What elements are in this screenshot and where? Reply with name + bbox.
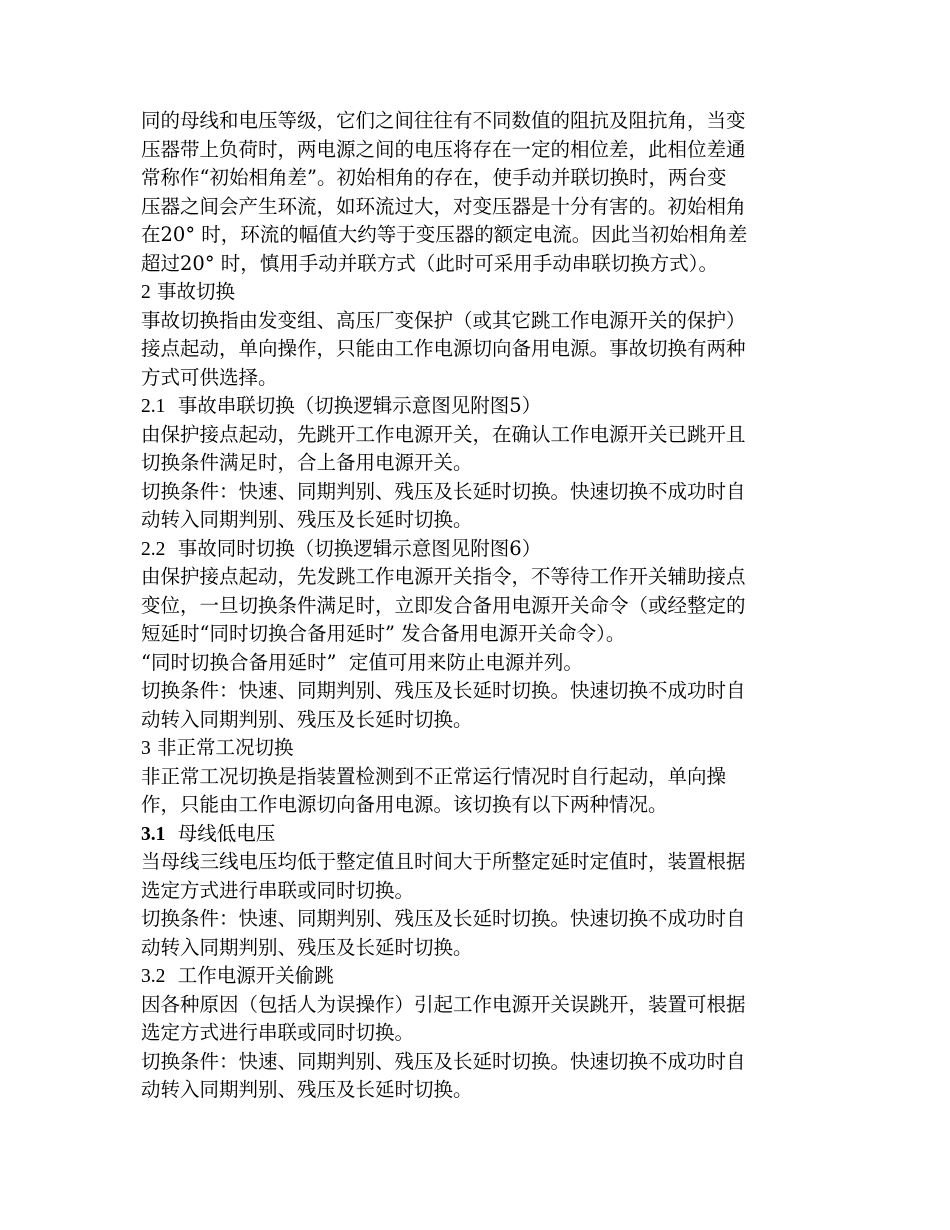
text-line: 动转入同期判别、残压及长延时切换。 [141, 1078, 473, 1101]
section-title: 事故串联切换（切换逻辑示意图见附图5） [177, 394, 542, 417]
section-2-1-heading [141, 392, 831, 421]
text-line: 事故切换指由发变组、高压厂变保护（或其它跳工作电源开关的保护） [141, 308, 746, 332]
section-2-2-conditions [141, 677, 831, 734]
section-3-2-heading [141, 962, 831, 991]
section-3-description [141, 763, 831, 820]
section-title: 事故切换 [156, 280, 235, 303]
text-line: 非正常工况切换是指装置检测到不正常运行情况时自行起动，单向操 [141, 764, 727, 788]
document-page [141, 107, 831, 1105]
section-title: 非正常工况切换 [156, 736, 294, 759]
section-3-heading [141, 734, 831, 763]
text-line: 接点起动，单向操作，只能由工作电源切向备用电源。事故切换有两种 [141, 337, 746, 360]
text-line: 切换条件：快速、同期判别、残压及长延时切换。快速切换不成功时自 [141, 479, 746, 503]
text-line: 切换条件：快速、同期判别、残压及长延时切换。快速切换不成功时自 [141, 1049, 746, 1073]
text-line: 当母线三线电压均低于整定值且时间大于所整定延时定值时，装置根据 [141, 850, 746, 873]
text-line: 常称作“初始相角差”。初始相角的存在，使手动并联切换时，两台变 [141, 166, 727, 189]
section-2-2-description [141, 563, 831, 649]
text-line: “同时切换合备用延时” 定值可用来防止电源并列。 [141, 650, 583, 674]
section-3-2-conditions [141, 1048, 831, 1105]
text-line: 压器带上负荷时，两电源之间的电压将存在一定的相位差，此相位差通 [141, 137, 746, 161]
section-2-1-description [141, 421, 831, 478]
text-line: 作，只能由工作电源切向备用电源。该切换有以下两种情况。 [141, 793, 668, 816]
section-number: 3.1 [141, 823, 166, 845]
text-line: 同的母线和电压等级，它们之间往往有不同数值的阻抗及阻抗角，当变 [141, 109, 746, 132]
text-line: 动转入同期判别、残压及长延时切换。 [141, 508, 473, 531]
section-number: 2 [141, 282, 151, 303]
text-line: 方式可供选择。 [141, 365, 278, 389]
section-2-1-conditions [141, 478, 831, 535]
text-line: 由保护接点起动，先跳开工作电源开关，在确认工作电源开关已跳开且 [141, 422, 746, 446]
section-title: 工作电源开关偷跳 [177, 964, 334, 987]
text-line: 动转入同期判别、残压及长延时切换。 [141, 935, 473, 959]
section-number: 2.2 [141, 538, 166, 560]
text-line: 切换条件：快速、同期判别、残压及长延时切换。快速切换不成功时自 [141, 907, 746, 930]
section-2-2-note [141, 649, 831, 678]
section-2-2-heading [141, 535, 831, 564]
section-2-heading [141, 278, 831, 307]
section-number: 3 [141, 738, 151, 759]
section-title: 事故同时切换（切换逻辑示意图见附图6） [177, 536, 542, 560]
text-line: 动转入同期判别、残压及长延时切换。 [141, 707, 473, 731]
text-line: 变位，一旦切换条件满足时，立即发合备用电源开关命令（或经整定的 [141, 593, 746, 617]
section-2-description [141, 307, 831, 393]
section-3-2-description [141, 991, 831, 1048]
text-line: 在20° 时，环流的幅值大约等于变压器的额定电流。因此当初始相角差 [141, 223, 748, 246]
section-number: 3.2 [141, 966, 166, 987]
section-number: 2.1 [141, 396, 166, 417]
section-3-1-heading [141, 820, 831, 849]
intro-paragraph [141, 107, 831, 278]
text-line: 切换条件满足时，合上备用电源开关。 [141, 451, 473, 474]
text-line: 压器之间会产生环流，如环流过大，对变压器是十分有害的。初始相角 [141, 194, 746, 218]
text-line: 由保护接点起动，先发跳工作电源开关指令，不等待工作开关辅助接点 [141, 565, 746, 588]
section-3-1-conditions [141, 905, 831, 962]
text-line: 因各种原因（包括人为误操作）引起工作电源开关误跳开，装置可根据 [141, 992, 746, 1016]
text-line: 选定方式进行串联或同时切换。 [141, 878, 415, 902]
text-line: 切换条件：快速、同期判别、残压及长延时切换。快速切换不成功时自 [141, 679, 746, 702]
text-line: 选定方式进行串联或同时切换。 [141, 1021, 415, 1044]
text-line: 超过20° 时，慎用手动并联方式（此时可采用手动串联切换方式）。 [141, 251, 719, 275]
section-title: 母线低电压 [177, 821, 276, 845]
text-line: 短延时“同时切换合备用延时” 发合备用电源开关命令）。 [141, 622, 626, 645]
section-3-1-description [141, 848, 831, 905]
